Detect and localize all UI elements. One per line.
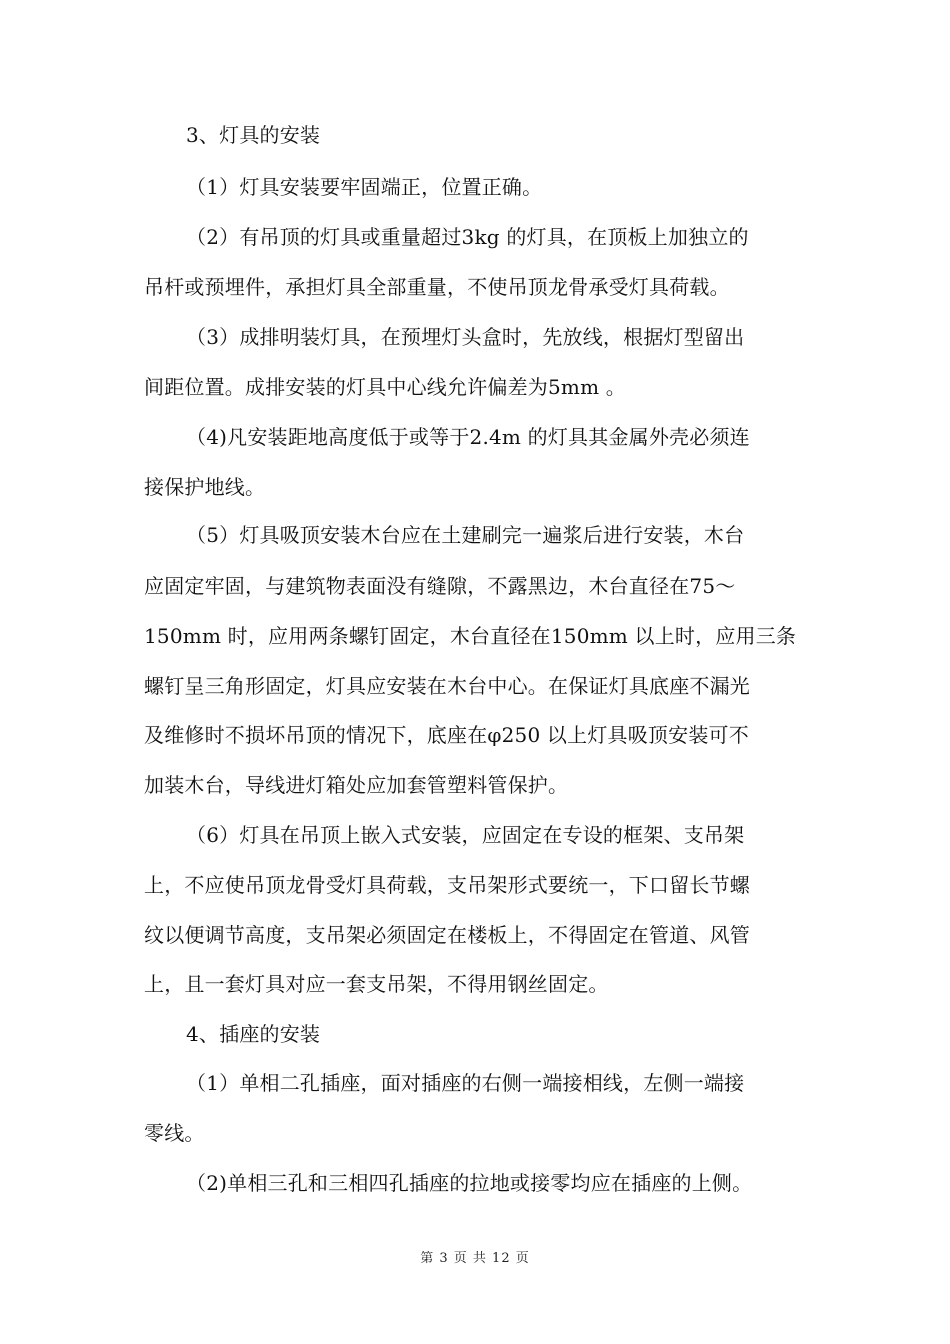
paragraph-line: 吊杆或预埋件，承担灯具全部重量，不使吊顶龙骨承受灯具荷载。 bbox=[144, 275, 730, 299]
paragraph-line: 螺钉呈三角形固定，灯具应安装在木台中心。在保证灯具底座不漏光 bbox=[144, 674, 750, 698]
paragraph-line: （6）灯具在吊顶上嵌入式安装，应固定在专设的框架、支吊架 bbox=[186, 823, 745, 847]
paragraph-line: 间距位置。成排安装的灯具中心线允许偏差为5mm 。 bbox=[144, 375, 627, 399]
paragraph-line: 加装木台，导线进灯箱处应加套管塑料管保护。 bbox=[144, 773, 569, 797]
paragraph-line: （2)单相三孔和三相四孔插座的拉地或接零均应在插座的上侧。 bbox=[186, 1171, 753, 1195]
section-heading: 3、灯具的安装 bbox=[186, 123, 321, 147]
paragraph-line: 上，且一套灯具对应一套支吊架，不得用钢丝固定。 bbox=[144, 972, 609, 996]
paragraph-line: （5）灯具吸顶安装木台应在土建刷完一遍浆后进行安装，木台 bbox=[186, 523, 745, 547]
paragraph-line: （1）单相二孔插座，面对插座的右侧一端接相线，左侧一端接 bbox=[186, 1071, 745, 1095]
page-number-footer: 第 3 页 共 12 页 bbox=[420, 1251, 530, 1266]
paragraph-line: 零线。 bbox=[144, 1121, 205, 1145]
paragraph-line: 接保护地线。 bbox=[144, 475, 266, 499]
section-heading: 4、插座的安装 bbox=[186, 1022, 321, 1046]
paragraph-line: （3）成排明装灯具，在预埋灯头盒时，先放线，根据灯型留出 bbox=[186, 325, 745, 349]
paragraph-line: （4)凡安装距地高度低于或等于2.4m 的灯具其金属外壳必须连 bbox=[186, 425, 750, 449]
paragraph-line: 及维修时不损坏吊顶的情况下，底座在φ250 以上灯具吸顶安装可不 bbox=[144, 723, 749, 747]
paragraph-line: （2）有吊顶的灯具或重量超过3kg 的灯具，在顶板上加独立的 bbox=[186, 225, 749, 249]
paragraph-line: （1）灯具安装要牢固端正，位置正确。 bbox=[186, 175, 543, 199]
paragraph-line: 应固定牢固，与建筑物表面没有缝隙，不露黑边，木台直径在75～ bbox=[144, 574, 736, 598]
paragraph-line: 纹以便调节高度，支吊架必须固定在楼板上，不得固定在管道、风管 bbox=[144, 923, 750, 947]
paragraph-line: 150mm 时，应用两条螺钉固定，木台直径在150mm 以上时，应用三条 bbox=[144, 624, 797, 648]
paragraph-line: 上，不应使吊顶龙骨受灯具荷载，支吊架形式要统一，下口留长节螺 bbox=[144, 873, 750, 897]
